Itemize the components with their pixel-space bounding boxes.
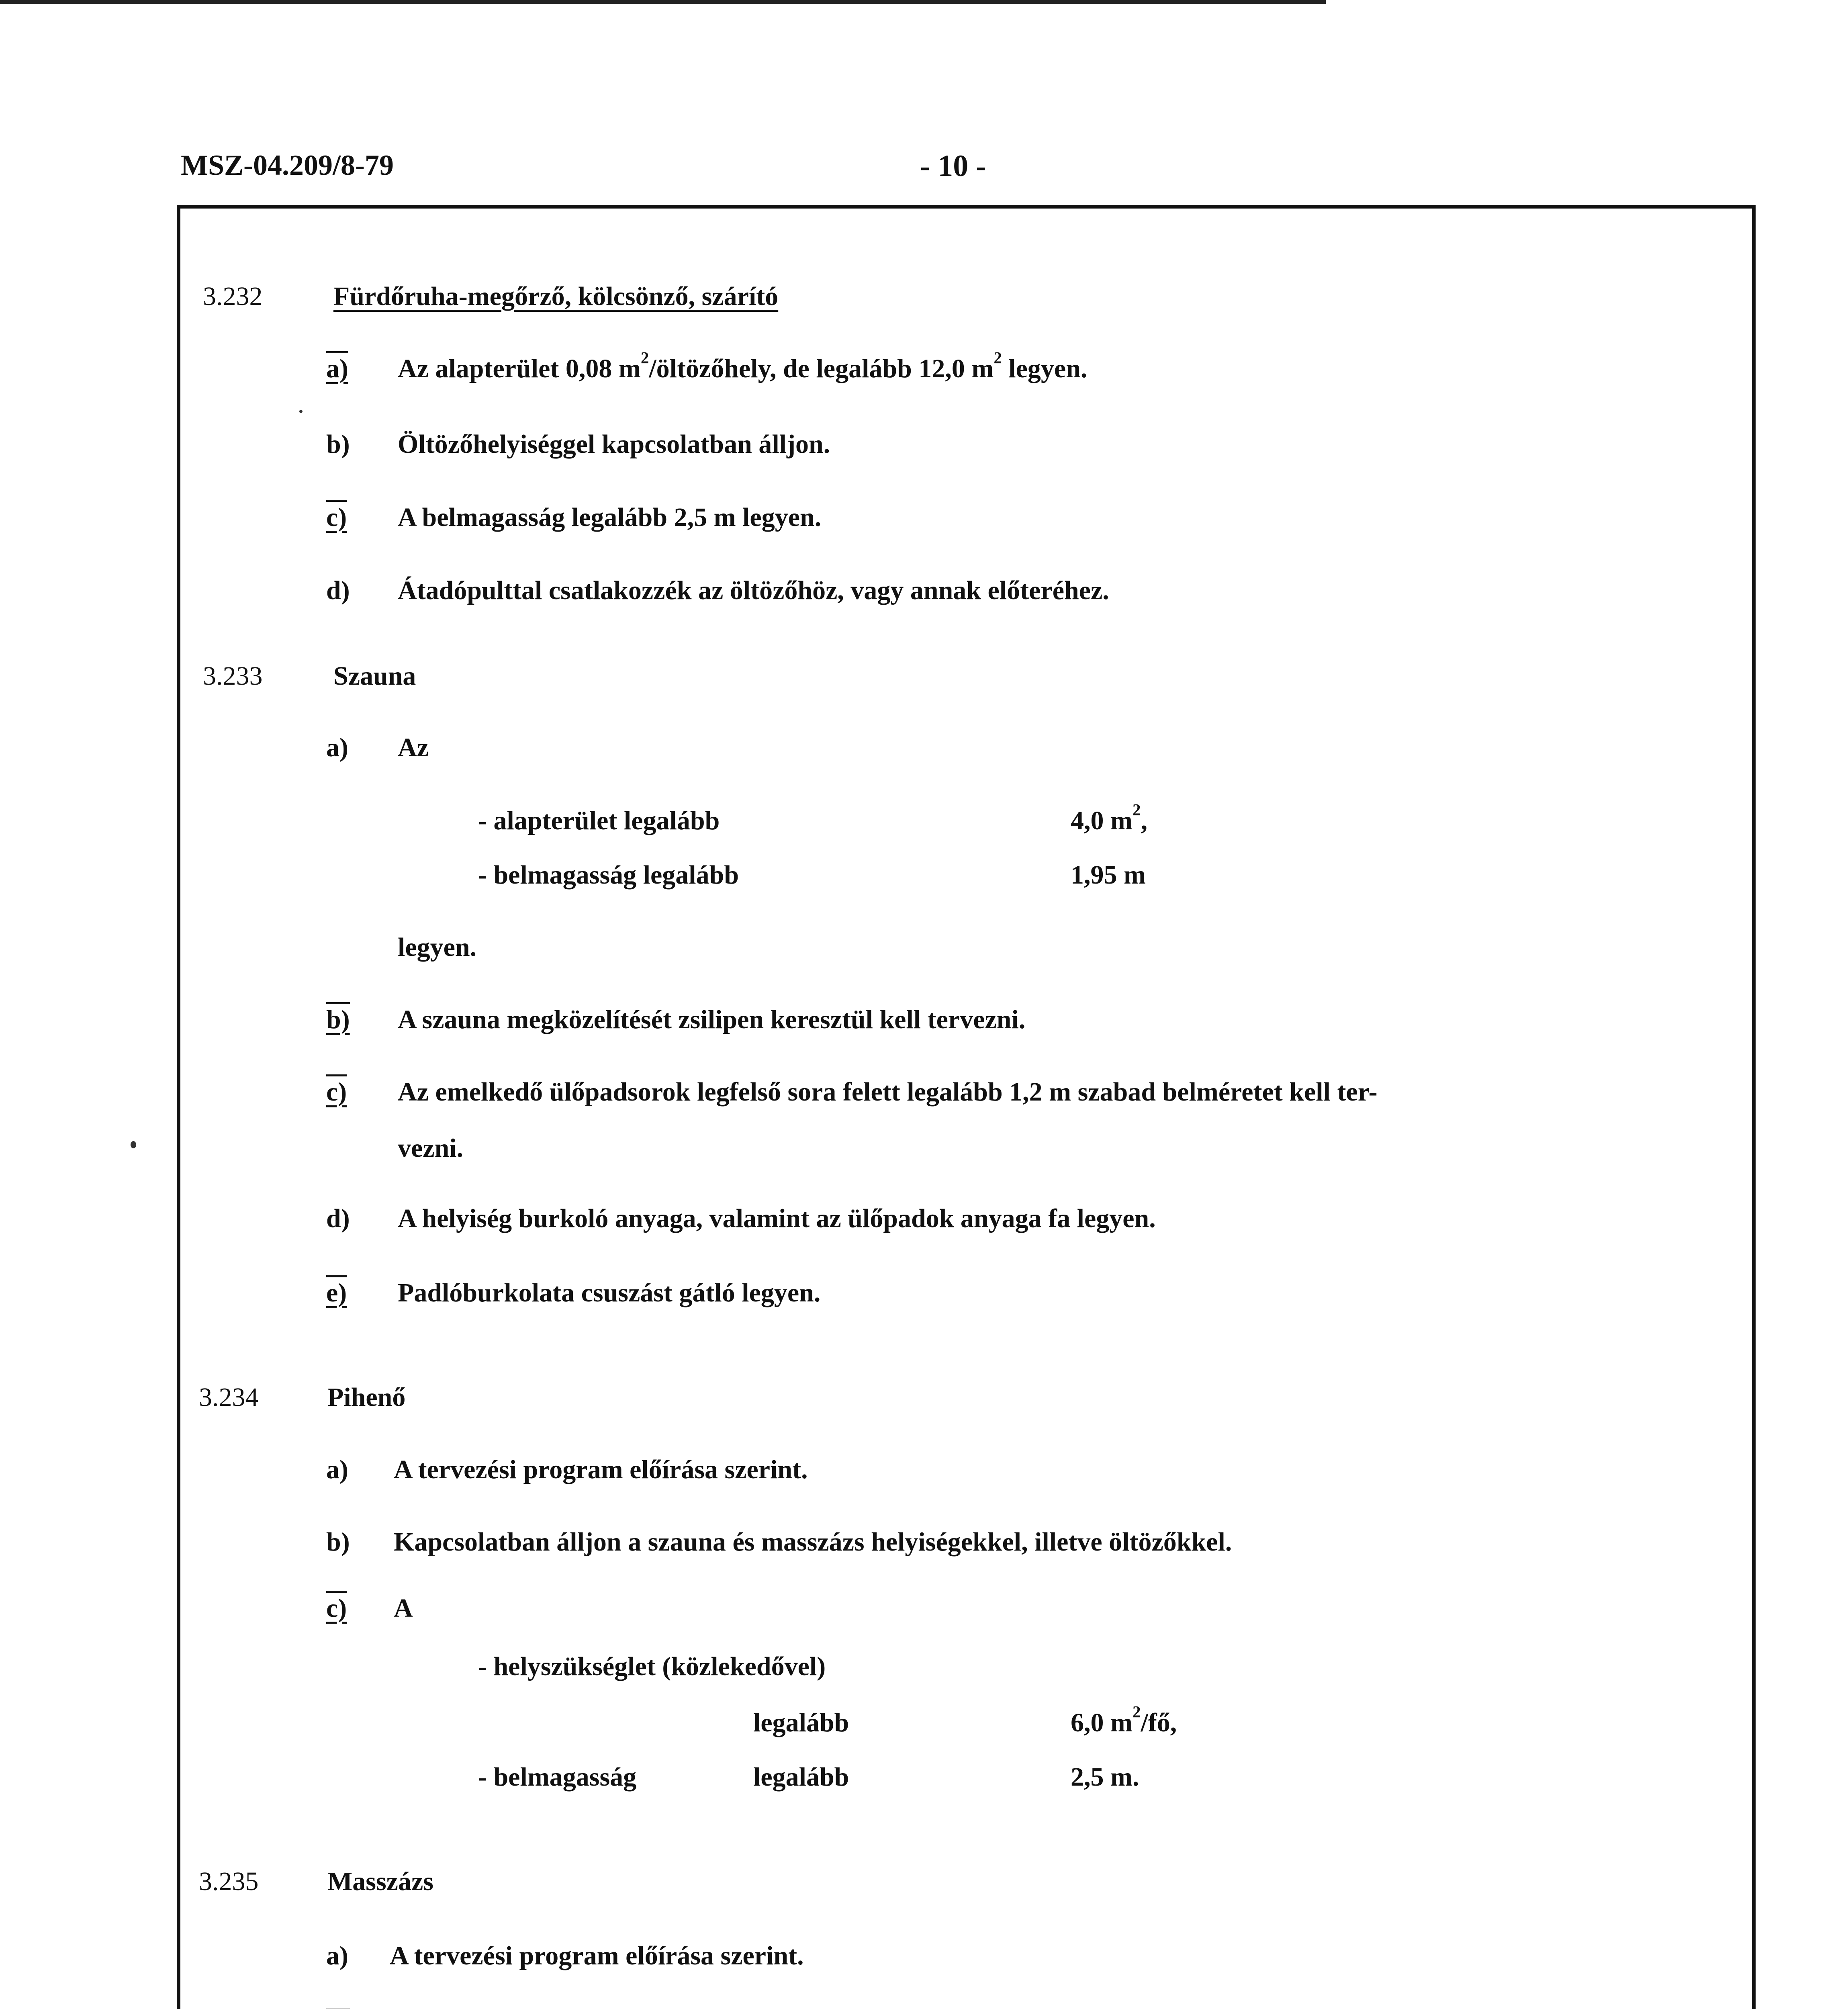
item-text: Átadópulttal csatlakozzék az öltözőhöz, vagy annak előteréhez.: [398, 576, 1109, 605]
requirement-qualifier: legalább: [753, 1762, 849, 1792]
item-label: c): [326, 1593, 347, 1624]
requirement-value: 6,0 $m^2/fő$,: [1071, 1703, 1177, 1737]
scan-speck: [299, 410, 303, 413]
item-text: Az emelkedő ülőpadsorok legfelső sora felett legalább 1,2 m szabad belméretet kell ter-: [398, 1077, 1378, 1107]
section-number: 3.234: [199, 1383, 259, 1412]
item-text: A tervezési program előírása szerint.: [394, 1455, 808, 1484]
item-label: b): [326, 1004, 350, 1035]
item-label: a): [326, 1941, 348, 1970]
requirement-value: 1,95 m: [1071, 860, 1146, 890]
item-text: Padlóburkolata csuszást gátló legyen.: [398, 1278, 821, 1307]
requirement-label: - alapterület legalább: [478, 806, 720, 835]
page-number: - 10 -: [920, 149, 986, 183]
section-title: Szauna: [333, 661, 416, 691]
item-text: Az: [398, 733, 429, 762]
item-text: A szauna megközelítését zsilipen keresztül kell tervezni.: [398, 1005, 1026, 1034]
item-text: Az alapterület 0,08 $m^2$/öltözőhely, de legalább 12,0 $m^2$ legyen.: [398, 349, 1088, 383]
requirement-label: - helyszükséglet (közlekedővel): [478, 1652, 826, 1681]
item-label: b): [326, 430, 350, 459]
document-id: MSZ-04.209/8-79: [181, 149, 394, 181]
requirement-value: 2,5 m.: [1071, 1762, 1139, 1792]
item-label: e): [326, 1278, 347, 1308]
item-label: b): [326, 1527, 350, 1557]
section-title: Pihenő: [327, 1383, 406, 1412]
item-text: Kapcsolatban álljon a szauna és masszázs helyiségekkel, illetve öltözőkkel.: [394, 1527, 1232, 1557]
item-label: a): [326, 1455, 348, 1484]
section-number: 3.232: [203, 282, 263, 311]
section-number: 3.235: [199, 1867, 259, 1896]
item-text: A: [394, 1594, 413, 1623]
item-text: legyen.: [398, 933, 477, 962]
top-scan-rule: [0, 0, 1326, 4]
requirement-value: 4,0 $m^2$,: [1071, 801, 1147, 835]
section-number: 3.233: [203, 661, 263, 691]
section-title: Masszázs: [327, 1867, 433, 1896]
requirement-qualifier: legalább: [753, 1708, 849, 1737]
item-label: d): [326, 1204, 350, 1233]
item-text: A tervezési program előírása szerint.: [390, 1941, 804, 1970]
item-label: a): [326, 354, 348, 384]
scan-speck: [131, 1141, 136, 1148]
item-text: Öltözőhelyiséggel kapcsolatban álljon.: [398, 430, 830, 459]
item-label: c): [326, 502, 347, 533]
requirement-label: - belmagasság legalább: [478, 860, 739, 890]
section-title: Fürdőruha-megőrző, kölcsönző, szárító: [333, 282, 779, 311]
item-text: A helyiség burkoló anyaga, valamint az ülőpadok anyaga fa legyen.: [398, 1204, 1156, 1233]
requirement-label: - belmagasság: [478, 1762, 637, 1792]
item-label: d): [326, 576, 350, 605]
item-text: A belmagasság legalább 2,5 m legyen.: [398, 503, 822, 532]
item-label: c): [326, 1077, 347, 1107]
item-label: a): [326, 733, 348, 762]
item-text: vezni.: [398, 1133, 464, 1163]
